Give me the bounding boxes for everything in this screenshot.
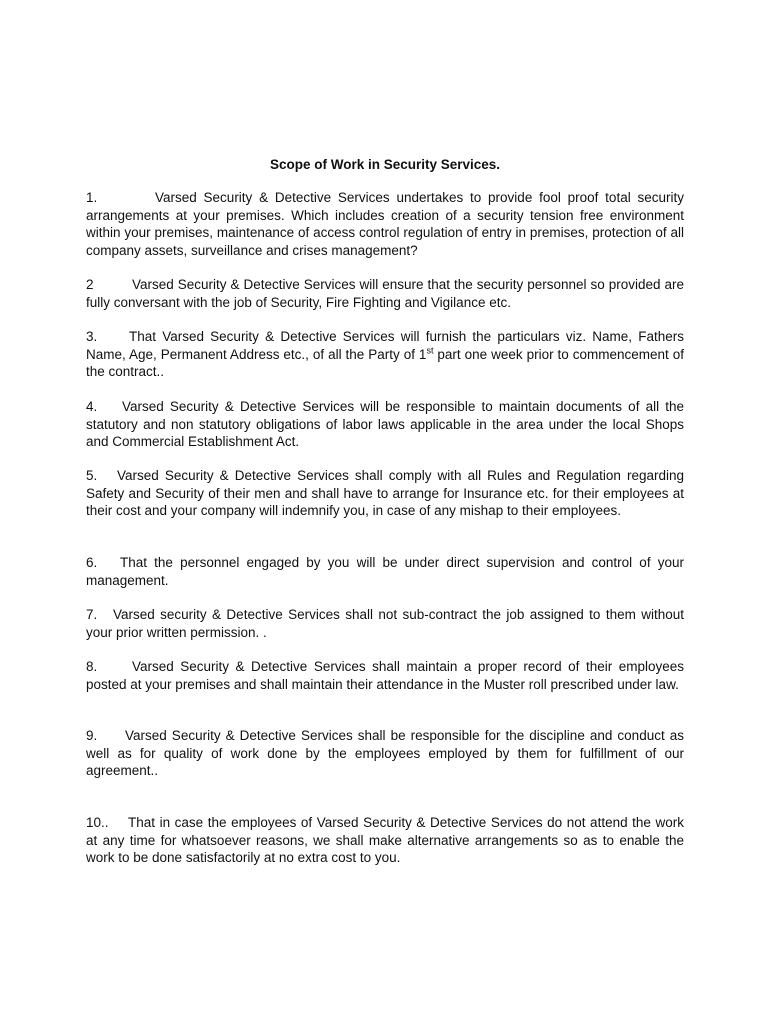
paragraph-text: That the personnel engaged by you will be under direct supervision and control of your management. <box>86 555 684 588</box>
paragraph-number: 10.. <box>86 815 109 830</box>
paragraph-number: 6. <box>86 555 98 570</box>
paragraph-text: That in case the employees of Varsed Security & Detective Services do not attend the work at any time for whatsoever reasons, we shall make alternative arrangements so as to enable the work to be done satisfactorily at no extra cost to you. <box>86 815 684 865</box>
superscript-ordinal: st <box>426 345 434 355</box>
paragraph-text: Varsed Security & Detective Services shall comply with all Rules and Regulation regarding Safety and Security of their men and shall have to arrange for Insurance etc. for their employees at their cost and your company will indemnify you, in case of any mishap to their employees. <box>86 468 684 518</box>
paragraph-3 <box>86 328 684 381</box>
paragraph-text: Varsed security & Detective Services shall not sub-contract the job assigned to them without your prior written permission. . <box>86 607 684 640</box>
paragraph-7 <box>86 606 684 641</box>
paragraph-1 <box>86 189 684 259</box>
paragraph-2 <box>86 276 684 311</box>
paragraph-4 <box>86 398 684 451</box>
document-title: Scope of Work in Security Services. <box>269 157 501 172</box>
paragraph-text: Varsed Security & Detective Services shall maintain a proper record of their employees posted at your premises and shall maintain their attendance in the Muster roll prescribed under law. <box>86 659 684 692</box>
paragraph-text-continued: part one week prior to commencement of the contract.. <box>86 346 684 379</box>
paragraph-text: Varsed Security & Detective Services will ensure that the security personnel so provided are fully conversant with the job of Security, Fire Fighting and Vigilance etc. <box>86 277 684 310</box>
paragraph-10 <box>86 814 684 867</box>
paragraph-number: 7. <box>86 607 98 622</box>
paragraph-text: Varsed Security & Detective Services undertakes to provide fool proof total security arrangements at your premises. Which includes creation of a security tension free environment within your premises, maintenance of access control regulation of entry in premises, protection of all company assets, surveillance and crises management? <box>86 190 684 258</box>
paragraph-number: 9. <box>86 728 98 743</box>
paragraph-5 <box>86 467 684 520</box>
paragraph-number: 8. <box>86 659 98 674</box>
paragraph-number: 5. <box>86 468 98 483</box>
paragraph-text: That Varsed Security & Detective Services will furnish the particulars viz. Name, Fathers Name, Age, Permanent Address etc., of all the Party of 1 <box>86 329 684 362</box>
paragraph-number: 3. <box>86 329 98 344</box>
paragraph-number: 1. <box>86 190 98 205</box>
paragraph-6 <box>86 554 684 589</box>
paragraph-text: Varsed Security & Detective Services shall be responsible for the discipline and conduct as well as for quality of work done by the employees employed by them for fulfillment of our agreement.. <box>86 728 684 778</box>
paragraph-number: 2 <box>86 277 94 292</box>
paragraph-8 <box>86 658 684 693</box>
paragraph-9 <box>86 727 684 780</box>
paragraph-number: 4. <box>86 399 98 414</box>
paragraph-text: Varsed Security & Detective Services will be responsible to maintain documents of all the statutory and non statutory obligations of labor laws applicable in the area under the local Shops and Commercial Establishment Act. <box>86 399 684 449</box>
